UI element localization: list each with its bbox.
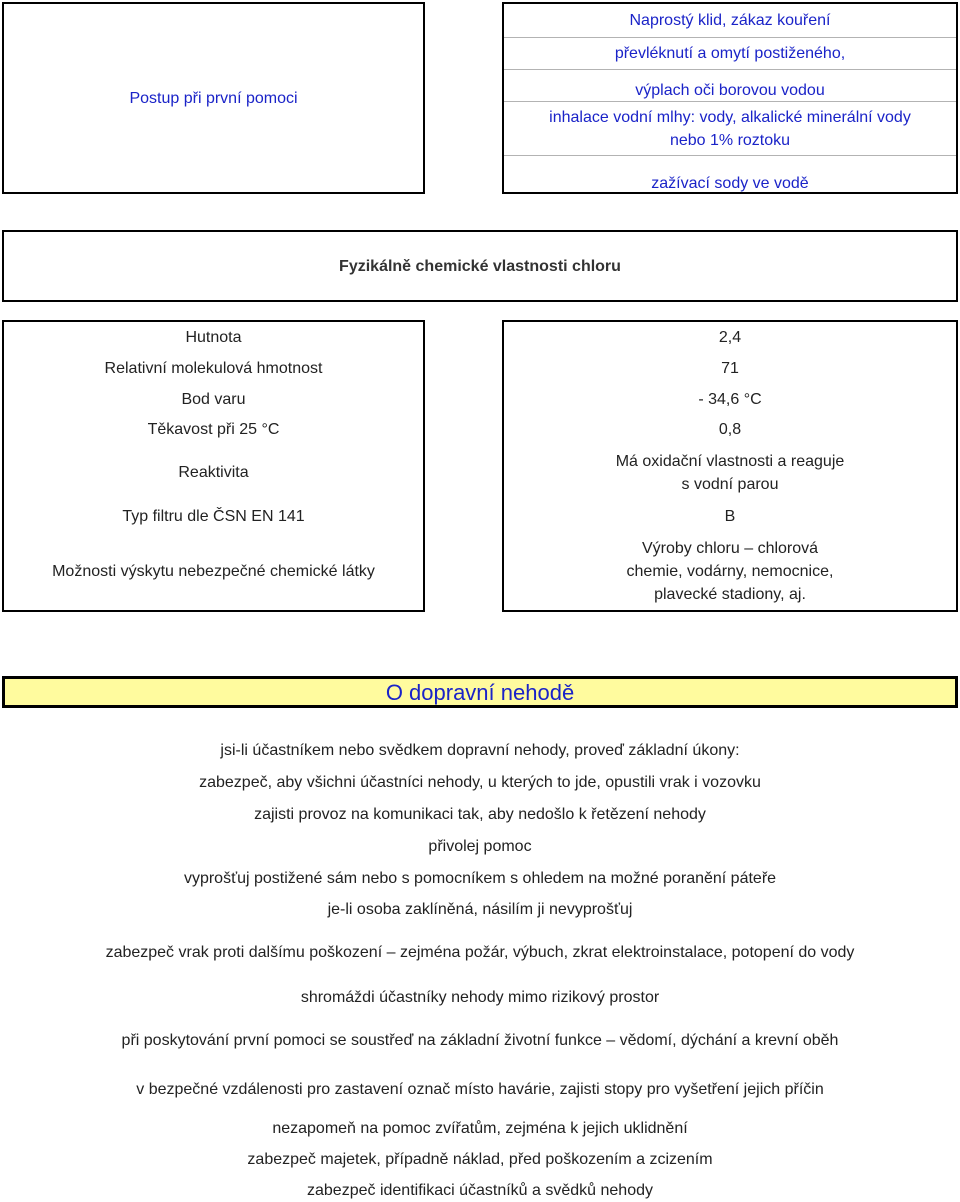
- accident-line: zabezpeč, aby všichni účastníci nehody, u kterých to jde, opustili vrak i vozovku: [199, 774, 761, 791]
- property-name: Hutnota: [185, 329, 242, 346]
- property-value: chemie, vodárny, nemocnice,: [626, 563, 834, 580]
- property-value: 0,8: [718, 421, 742, 438]
- accident-line: zabezpeč vrak proti dalšímu poškození – zejména požár, výbuch, zkrat elektroinstalace, potopení do vody: [105, 944, 855, 961]
- first-aid-label-box: [2, 2, 425, 194]
- property-value: B: [724, 508, 736, 525]
- first-aid-step: inhalace vodní mlhy: vody, alkalické minerální vody: [549, 109, 911, 126]
- property-value: Výroby chloru – chlorová: [641, 540, 819, 557]
- accident-line: je-li osoba zaklíněná, násilím ji nevyprošťuj: [327, 901, 633, 918]
- properties-values-box: [502, 320, 958, 612]
- first-aid-step: Naprostý klid, zákaz kouření: [629, 12, 831, 29]
- accident-title: O dopravní nehodě: [385, 680, 575, 705]
- accident-line: zabezpeč majetek, případně náklad, před poškozením a zcizením: [247, 1151, 713, 1168]
- property-name: Bod varu: [181, 391, 246, 408]
- properties-title: Fyzikálně chemické vlastnosti chloru: [339, 258, 621, 275]
- properties-names-box: [2, 320, 425, 612]
- property-value: - 34,6 °C: [698, 391, 762, 408]
- accident-line: vyprošťuj postižené sám nebo s pomocníkem s ohledem na možné poranění páteře: [183, 870, 777, 887]
- property-name: Typ filtru dle ČSN EN 141: [122, 508, 305, 525]
- property-value: Má oxidační vlastnosti a reaguje: [615, 453, 845, 470]
- first-aid-step: výplach oči borovou vodou: [635, 82, 825, 99]
- property-value: 71: [721, 360, 739, 377]
- accident-line: jsi-li účastníkem nebo svědkem dopravní nehody, proveď základní úkony:: [220, 742, 740, 759]
- property-name: Těkavost při 25 °C: [147, 421, 280, 438]
- first-aid-step: zažívací sody ve vodě: [651, 175, 809, 192]
- accident-line: při poskytování první pomoci se soustřeď na základní životní funkce – vědomí, dýchání a krevní oběh: [121, 1032, 839, 1049]
- properties-title-box: [2, 230, 958, 302]
- accident-line: shromáždi účastníky nehody mimo rizikový prostor: [300, 989, 660, 1006]
- accident-line: nezapomeň na pomoc zvířatům, zejména k jejich uklidnění: [272, 1120, 688, 1137]
- property-value: plavecké stadiony, aj.: [654, 586, 806, 603]
- property-value: 2,4: [718, 329, 742, 346]
- first-aid-step: převléknutí a omytí postiženého,: [614, 45, 846, 62]
- property-name: Reaktivita: [178, 464, 249, 481]
- first-aid-label: Postup při první pomoci: [129, 90, 298, 107]
- accident-line: zajisti provoz na komunikaci tak, aby nedošlo k řetězení nehody: [254, 806, 706, 823]
- property-value: s vodní parou: [681, 476, 779, 493]
- first-aid-step: nebo 1% roztoku: [669, 132, 791, 149]
- property-name: Relativní molekulová hmotnost: [104, 360, 323, 377]
- first-aid-steps-box: [502, 2, 958, 194]
- accident-title-banner: [2, 676, 958, 708]
- property-name: Možnosti výskytu nebezpečné chemické látky: [52, 563, 375, 580]
- accident-line: v bezpečné vzdálenosti pro zastavení označ místo havárie, zajisti stopy pro vyšetření jejich příčin: [136, 1081, 824, 1098]
- accident-line: přivolej pomoc: [428, 838, 532, 855]
- accident-line: zabezpeč identifikaci účastníků a svědků nehody: [307, 1182, 653, 1199]
